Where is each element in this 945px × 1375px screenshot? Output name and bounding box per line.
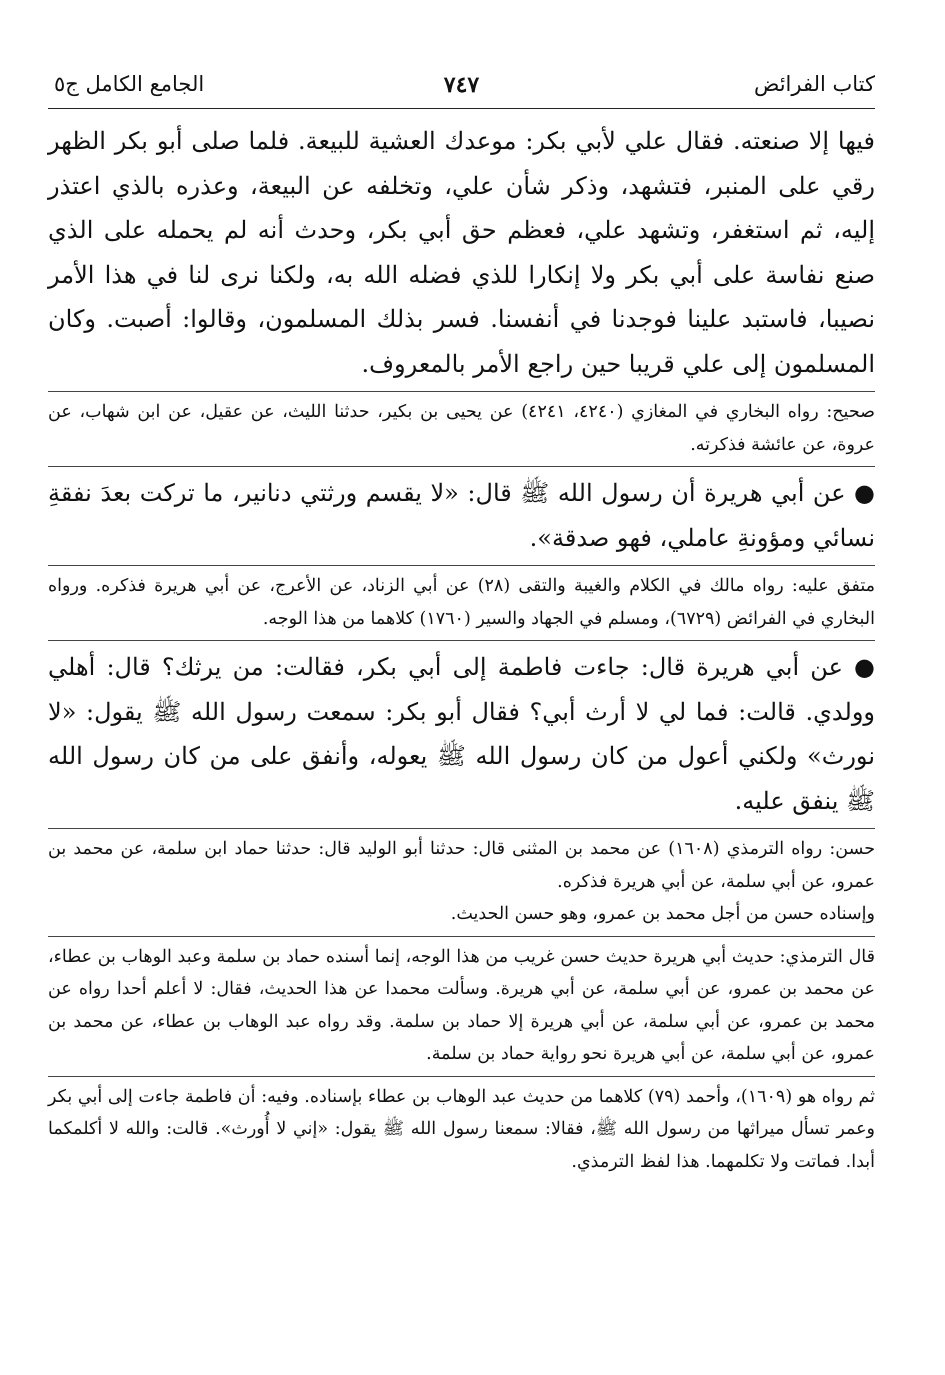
page-number: ٧٤٧ — [443, 72, 480, 98]
hadith-text: فيها إلا صنعته. فقال علي لأبي بكر: موعدك العشية للبيعة. فلما صلى أبو بكر الظهر رقي على المنبر، فتشهد، وذكر شأن علي، وتخلفه عن البيعة، وعذره بالذي اعتذر إليه، ثم استغفر، وتشهد علي، فعظم حق أبي بكر، وحدث أنه لم يحمله على الذي صنع نفاسة على أبي بكر ولا إنكارا للذي فضله الله به، ولكنا نرى لنا في هذا الأمر نصيبا، فاستبد علينا فوجدنا في أنفسنا. فسر بذلك المسلمون، وقالوا: أصبت. وكان المسلمون إلى علي قريبا حين راجع الأمر بالمعروف. — [48, 127, 875, 378]
page-body — [48, 109, 875, 1178]
additional-narration-note: ثم رواه هو (١٦٠٩)، وأحمد (٧٩) كلاهما من حديث عبد الوهاب بن عطاء بإسناده. وفيه: أن فاطمة جاءت إلى أبي بكر وعمر تسأل ميراثها من رسول الله ﷺ، فقالا: سمعنا رسول الله ﷺ يقول: «إني لا أُورث». قالت: والله لا أكلمكما أبدا. فماتت ولا تكلمهما. هذا لفظ الترمذي. — [48, 1086, 875, 1172]
running-header — [48, 64, 875, 109]
takhrij-note: صحيح: رواه البخاري في المغازي (٤٢٤٠، ٤٢٤١) عن يحيى بن بكير، حدثنا الليث، عن عقيل، عن ابن شهاب، عن عروة، عن عائشة فذكرته. — [48, 402, 875, 455]
isnad-note: وإسناده حسن من أجل محمد بن عمرو، وهو حسن الحديث. — [450, 904, 875, 924]
chapter-title: كتاب الفرائض — [753, 72, 875, 96]
hadith-text: ● عن أبي هريرة قال: جاءت فاطمة إلى أبي بكر، فقالت: من يرثك؟ قال: أهلي وولدي. قالت: فما لي لا أرث أبي؟ فقال أبو بكر: سمعت رسول الله ﷺ يقول: «لا نورث» ولكني أعول من كان رسول الله ﷺ يعوله، وأنفق على من كان رسول الله ﷺ ينفق عليه. — [48, 653, 876, 815]
divider — [48, 828, 875, 829]
tirmidhi-comment: قال الترمذي: حديث أبي هريرة حديث حسن غريب من هذا الوجه، إنما أسنده حماد بن سلمة وعبد الوهاب بن عطاء، عن محمد بن عمرو، عن أبي سلمة، عن أبي هريرة. وسألت محمدا عن هذا الحديث، فقال: لا أعلم أحدا رواه عن محمد بن عمرو، عن أبي سلمة، عن أبي هريرة إلا حماد بن سلمة. وقد رواه عبد الوهاب بن عطاء، عن محمد بن عمرو، عن أبي سلمة، عن أبي هريرة نحو رواية حماد بن سلمة. — [48, 946, 875, 1064]
divider — [48, 466, 875, 467]
takhrij-note: حسن: رواه الترمذي (١٦٠٨) عن محمد بن المثنى قال: حدثنا أبو الوليد قال: حدثنا حماد ابن سلمة، عن محمد بن عمرو، عن أبي سلمة، عن أبي هريرة فذكره. — [48, 839, 876, 892]
hadith-text: ● عن أبي هريرة أن رسول الله ﷺ قال: «لا يقسم ورثتي دنانير، ما تركت بعدَ نفقةِ نسائي ومؤونةِ عاملي، فهو صدقة». — [48, 479, 875, 552]
divider — [48, 640, 875, 641]
divider — [48, 936, 875, 937]
divider — [48, 391, 875, 392]
book-title: الجامع الكامل ج٥ — [54, 72, 205, 96]
takhrij-note: متفق عليه: رواه مالك في الكلام والغيبة والتقى (٢٨) عن أبي الزناد، عن الأعرج، عن أبي هريرة فذكره. ورواه البخاري في الفرائض (٦٧٢٩)، ومسلم في الجهاد والسير (١٧٦٠) كلاهما من هذا الوجه. — [48, 576, 875, 629]
divider — [48, 1076, 875, 1077]
divider — [48, 565, 875, 566]
